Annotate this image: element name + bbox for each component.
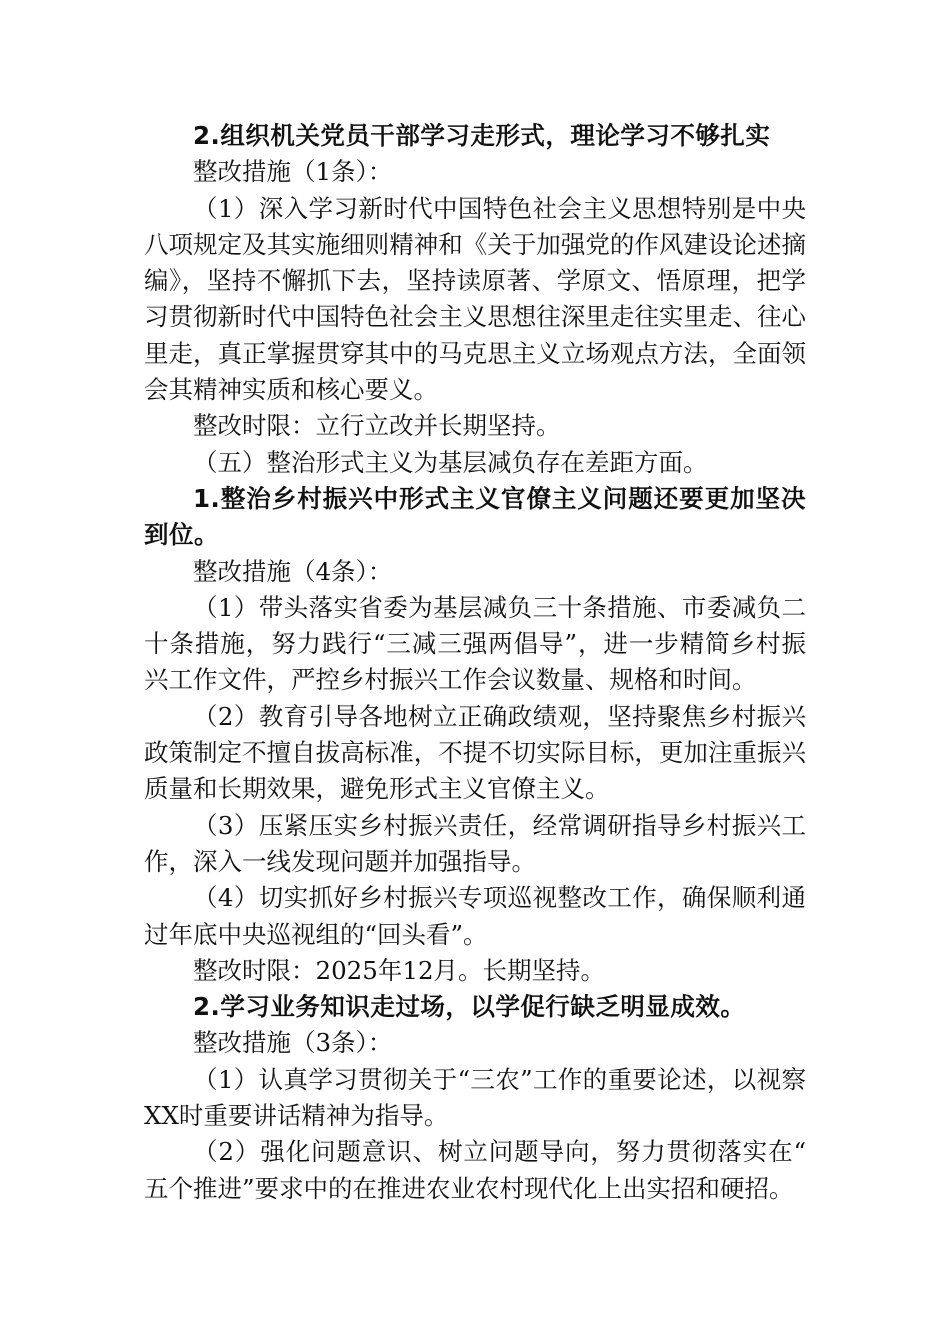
measures-label: 整改措施（3条）：	[193, 1028, 393, 1058]
deadline-text: 整改时限：立行立改并长期坚持。	[193, 411, 561, 441]
measure-item: （2）教育引导各地树立正确政绩观，坚持聚焦乡村振兴政策制定不擅自拔高标准，不提不切实际目标，更加注重振兴质量和长期效果，避免形式主义官僚主义。	[144, 701, 806, 804]
section-heading: 2.组织机关党员干部学习走形式，理论学习不够扎实	[193, 121, 771, 150]
section-heading: 2.学习业务知识走过场，以学促行缺乏明显成效。	[193, 992, 746, 1022]
measure-item: （1）带头落实省委为基层减负三十条措施、市委减负二十条措施，努力践行“三减三强两倡导”，进一步精简乡村振兴工作文件，严控乡村振兴工作会议数量、规格和时间。	[144, 592, 806, 695]
document-body	[144, 118, 806, 1207]
measures-label: 整改措施（4条）：	[193, 556, 393, 586]
section-heading: 1.整治乡村振兴中形式主义官僚主义问题还要更加坚决到位。	[144, 483, 806, 550]
measure-item: （2）强化问题意识、树立问题导向，努力贯彻落实在“五个推进”要求中的在推进农业农村现代化上出实招和硬招。	[144, 1137, 806, 1203]
section-title: （五）整治形式主义为基层减负存在差距方面。	[193, 447, 708, 477]
measure-item: （4）切实抓好乡村振兴专项巡视整改工作，确保顺利通过年底中央巡视组的“回头看”。	[144, 883, 806, 949]
measure-item: （1）认真学习贯彻关于“三农”工作的重要论述，以视察XX时重要讲话精神为指导。	[144, 1064, 806, 1131]
measures-label: 整改措施（1条）：	[193, 157, 393, 187]
deadline-text: 整改时限：2025年12月。长期坚持。	[193, 955, 606, 985]
measure-item: （3）压紧压实乡村振兴责任，经常调研指导乡村振兴工作，深入一线发现问题并加强指导。	[144, 810, 806, 876]
measure-item: （1）深入学习新时代中国特色社会主义思想特别是中央八项规定及其实施细则精神和《关于加强党的作风建设论述摘编》，坚持不懈抓下去，坚持读原著、学原文、悟原理，把学习贯彻新时代中国特色社会主义思想往深里走往实里走、往心里走，真正掌握贯穿其中的马克思主义立场观点方法，全面领会其精神实质和核心要义。	[144, 193, 806, 405]
